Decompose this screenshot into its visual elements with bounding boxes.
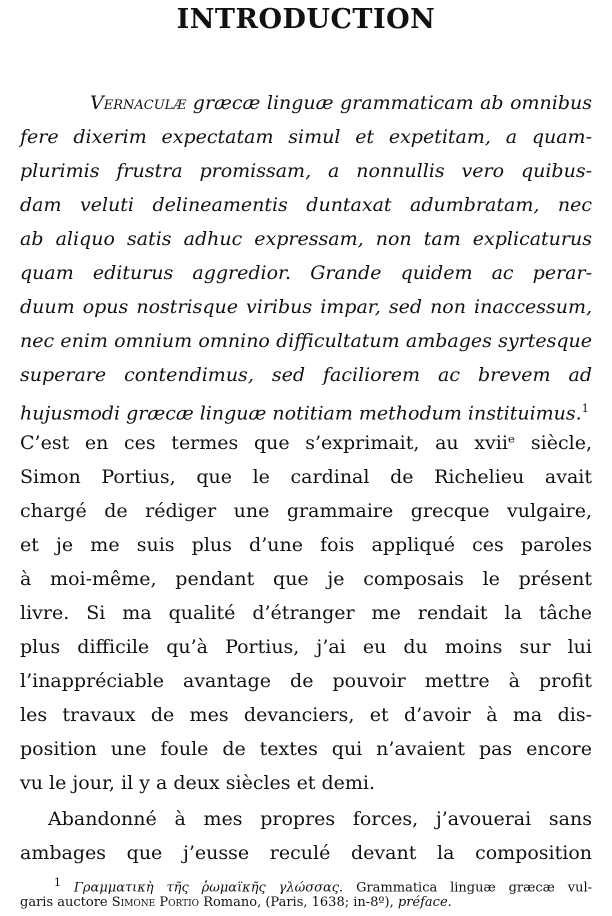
latin-quote-line-2: fere dixerim expectatam simul et expetitam, a quam-	[20, 126, 592, 148]
body-line-11: vu le jour, il y a deux siècles et demi.	[20, 772, 376, 794]
body-line-8: l’inappréciable avantage de pouvoir mettre à profit	[20, 670, 592, 692]
body-paragraph2-line-1: Abandonné à mes propres forces, j’avouerai sans	[48, 808, 592, 830]
footnote-line-2	[20, 892, 592, 914]
latin-quote-line-8: nec enim omnium omnino difficultatum ambages syrtesque	[20, 330, 592, 352]
footnote-author: Simone Portio	[111, 895, 200, 910]
body-line-3: chargé de rédiger une grammaire grecque vulgaire,	[20, 500, 592, 522]
footnote-text: garis auctore	[20, 895, 112, 910]
footnote-greek-title: Γραμματικὴ τῆς ῥωμαϊκῆς γλώσσας.	[73, 880, 344, 896]
footnote-text: Grammatica linguæ græcæ vul-	[343, 880, 592, 896]
body-line-4: et je me suis plus d’une fois appliqué ces paroles	[20, 534, 592, 556]
latin-quote-line-4: dam veluti delineamentis duntaxat adumbratam, nec	[20, 194, 592, 216]
latin-quote-line-3: plurimis frustra promissam, a nonnullis vero quibus-	[20, 160, 592, 182]
body-line-5: à moi-même, pendant que je composais le présent	[20, 568, 592, 590]
latin-quote-line-5: ab aliquo satis adhuc expressam, non tam explicaturus	[20, 228, 592, 250]
body-paragraph2-line-2: ambages que j’eusse reculé devant la composition	[20, 842, 592, 864]
footnote-text: Romano, (Paris, 1638; in-8º),	[199, 895, 398, 910]
footnote-mark: 1	[54, 876, 61, 889]
latin-quote-line-6: quam editurus aggredior. Grande quidem ac perar-	[20, 262, 592, 284]
quote-lead-word: Vernaculæ	[90, 92, 187, 114]
body-line-9: les travaux de mes devanciers, et d’avoir à ma dis-	[20, 704, 592, 726]
body-line-1: C’est en ces termes que s’exprimait, au xviiᵉ siècle,	[20, 432, 592, 454]
latin-quote-line-7: duum opus nostrisque viribus impar, sed non inaccessum,	[20, 296, 592, 318]
latin-quote-line-10	[20, 392, 592, 430]
footnote-preface: préface.	[397, 895, 452, 910]
body-line-7: plus difficile qu’à Portius, j’ai eu du moins sur lui	[20, 636, 592, 658]
latin-quote-line-9: superare contendimus, sed faciliorem ac brevem ad	[20, 364, 592, 386]
footnote-reference[interactable]: 1	[581, 402, 589, 415]
body-line-10: position une foule de textes qui n’avaient pas encore	[20, 738, 592, 760]
page-title: INTRODUCTION	[176, 4, 436, 35]
latin-quote-line-1	[20, 86, 592, 120]
quote-text: græcæ linguæ grammaticam ab omnibus	[186, 92, 592, 114]
body-line-2: Simon Portius, que le cardinal de Richelieu avait	[20, 466, 592, 488]
quote-text: hujusmodi græcæ linguæ notitiam methodum instituimus.	[20, 402, 582, 425]
body-line-6: livre. Si ma qualité d’étranger me rendait la tâche	[20, 602, 592, 624]
